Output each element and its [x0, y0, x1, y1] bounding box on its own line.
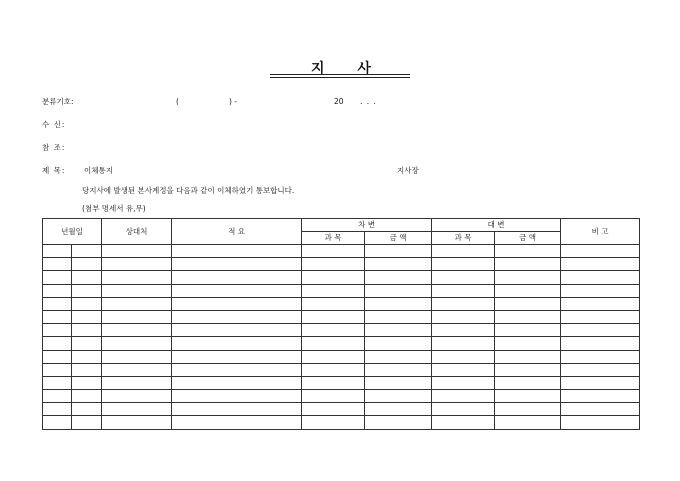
table-cell — [365, 363, 432, 376]
table-row — [43, 376, 640, 389]
table-cell — [365, 310, 432, 323]
table-row — [43, 363, 640, 376]
table-cell — [495, 258, 561, 271]
table-cell — [495, 350, 561, 363]
table-cell — [102, 271, 172, 284]
table-cell — [43, 297, 72, 310]
table-cell — [102, 363, 172, 376]
title-double-underline — [270, 74, 410, 78]
table-cell — [495, 390, 561, 403]
table-cell — [365, 337, 432, 350]
attachment-note: (첨부 명세서 유,무) — [82, 204, 146, 213]
table-cell — [302, 310, 365, 323]
table-cell — [172, 363, 302, 376]
table-cell — [72, 390, 102, 403]
table-cell — [495, 324, 561, 337]
table-cell — [302, 337, 365, 350]
table-cell — [43, 350, 72, 363]
table-cell — [43, 403, 72, 416]
table-cell — [495, 337, 561, 350]
table-row — [43, 337, 640, 350]
table-row — [43, 284, 640, 297]
table-cell — [495, 416, 561, 429]
table-cell — [102, 416, 172, 429]
table-cell — [72, 271, 102, 284]
table-cell — [43, 245, 72, 258]
date-prefix: 20 — [334, 97, 344, 106]
table-cell — [561, 363, 640, 376]
table-row — [43, 258, 640, 271]
table-cell — [495, 297, 561, 310]
table-cell — [495, 245, 561, 258]
table-cell — [365, 403, 432, 416]
table-cell — [432, 376, 495, 389]
table-cell — [432, 390, 495, 403]
header-debit-account: 과 목 — [302, 232, 365, 245]
table-cell — [102, 310, 172, 323]
table-cell — [102, 324, 172, 337]
table-cell — [432, 416, 495, 429]
document-title: 지 사 — [311, 61, 385, 77]
header-credit-amount: 금 액 — [495, 232, 561, 245]
reference-label: 참 조: — [42, 143, 66, 152]
table-cell — [72, 363, 102, 376]
table-cell — [561, 416, 640, 429]
header-date: 년월일 — [43, 219, 102, 245]
table-row — [43, 350, 640, 363]
classification-paren-close: ) - — [229, 97, 238, 106]
table-cell — [561, 297, 640, 310]
table-row — [43, 245, 640, 258]
table-cell — [72, 245, 102, 258]
table-cell — [365, 324, 432, 337]
table-cell — [561, 245, 640, 258]
subject-label: 제 목: — [42, 166, 66, 175]
table-cell — [432, 363, 495, 376]
table-cell — [302, 284, 365, 297]
table-cell — [172, 324, 302, 337]
table-cell — [102, 284, 172, 297]
table-cell — [172, 403, 302, 416]
table-cell — [172, 284, 302, 297]
header-debit-amount: 금 액 — [365, 232, 432, 245]
table-cell — [102, 376, 172, 389]
table-cell — [561, 271, 640, 284]
table-cell — [43, 271, 72, 284]
table-row — [43, 271, 640, 284]
table-cell — [102, 258, 172, 271]
table-row — [43, 297, 640, 310]
table-cell — [561, 390, 640, 403]
table-row — [43, 324, 640, 337]
table-cell — [43, 376, 72, 389]
table-cell — [72, 350, 102, 363]
table-cell — [172, 350, 302, 363]
table-cell — [172, 310, 302, 323]
sender-title: 지사장 — [397, 166, 419, 175]
table-cell — [561, 324, 640, 337]
table-cell — [302, 350, 365, 363]
table-cell — [172, 271, 302, 284]
table-cell — [561, 376, 640, 389]
table-cell — [432, 258, 495, 271]
table-cell — [432, 350, 495, 363]
table-cell — [102, 403, 172, 416]
table-cell — [72, 337, 102, 350]
table-cell — [302, 390, 365, 403]
header-credit-account: 과 목 — [432, 232, 495, 245]
table-cell — [72, 297, 102, 310]
table-cell — [43, 337, 72, 350]
table-cell — [365, 258, 432, 271]
table-cell — [432, 337, 495, 350]
table-cell — [561, 284, 640, 297]
table-cell — [495, 403, 561, 416]
table-cell — [172, 245, 302, 258]
table-cell — [302, 324, 365, 337]
table-cell — [172, 416, 302, 429]
table-row — [43, 403, 640, 416]
transfer-table — [42, 218, 640, 430]
table-cell — [365, 245, 432, 258]
table-cell — [302, 403, 365, 416]
table-row — [43, 390, 640, 403]
table-cell — [495, 284, 561, 297]
table-cell — [561, 337, 640, 350]
table-cell — [365, 350, 432, 363]
table-cell — [72, 403, 102, 416]
table-cell — [561, 258, 640, 271]
table-cell — [302, 363, 365, 376]
table-cell — [302, 245, 365, 258]
table-row — [43, 310, 640, 323]
table-cell — [561, 403, 640, 416]
table-cell — [432, 271, 495, 284]
table-cell — [365, 284, 432, 297]
table-cell — [432, 284, 495, 297]
table-cell — [302, 416, 365, 429]
header-debit: 차 변 — [302, 219, 432, 232]
table-cell — [43, 324, 72, 337]
table-cell — [43, 310, 72, 323]
table-cell — [365, 297, 432, 310]
table-cell — [102, 337, 172, 350]
table-cell — [102, 350, 172, 363]
table-cell — [43, 284, 72, 297]
table-cell — [302, 271, 365, 284]
table-cell — [172, 390, 302, 403]
table-cell — [365, 271, 432, 284]
table-cell — [302, 376, 365, 389]
table-cell — [302, 258, 365, 271]
table-cell — [72, 416, 102, 429]
table-cell — [561, 350, 640, 363]
date-separators: . . . — [360, 97, 377, 106]
table-cell — [43, 363, 72, 376]
header-credit: 대 변 — [432, 219, 561, 232]
table-cell — [432, 245, 495, 258]
table-cell — [43, 416, 72, 429]
table-cell — [102, 245, 172, 258]
header-remarks: 비 고 — [561, 219, 640, 245]
table-cell — [365, 416, 432, 429]
table-cell — [432, 403, 495, 416]
header-summary: 적 요 — [172, 219, 302, 245]
table-cell — [495, 310, 561, 323]
classification-paren-open: ( — [176, 97, 179, 106]
table-cell — [365, 376, 432, 389]
table-cell — [561, 310, 640, 323]
table-cell — [72, 310, 102, 323]
table-cell — [365, 390, 432, 403]
table-cell — [432, 310, 495, 323]
table-cell — [72, 376, 102, 389]
body-sentence: 당지사에 발생된 본사계정을 다음과 같이 이체하였기 통보합니다. — [82, 186, 295, 195]
header-counterpart: 상대처 — [102, 219, 172, 245]
table-cell — [72, 258, 102, 271]
table-cell — [172, 376, 302, 389]
table-cell — [43, 258, 72, 271]
table-cell — [102, 297, 172, 310]
table-cell — [432, 297, 495, 310]
table-cell — [43, 390, 72, 403]
table-cell — [495, 271, 561, 284]
table-cell — [495, 363, 561, 376]
receiver-label: 수 신: — [42, 120, 66, 129]
table-cell — [172, 297, 302, 310]
table-cell — [432, 324, 495, 337]
table-cell — [72, 284, 102, 297]
table-cell — [495, 376, 561, 389]
table-cell — [302, 297, 365, 310]
table-cell — [172, 258, 302, 271]
subject-value: 이체통지 — [84, 166, 113, 175]
table-cell — [102, 390, 172, 403]
table-row — [43, 416, 640, 429]
classification-label: 분류기호: — [42, 97, 74, 106]
table-cell — [72, 324, 102, 337]
table-cell — [172, 337, 302, 350]
